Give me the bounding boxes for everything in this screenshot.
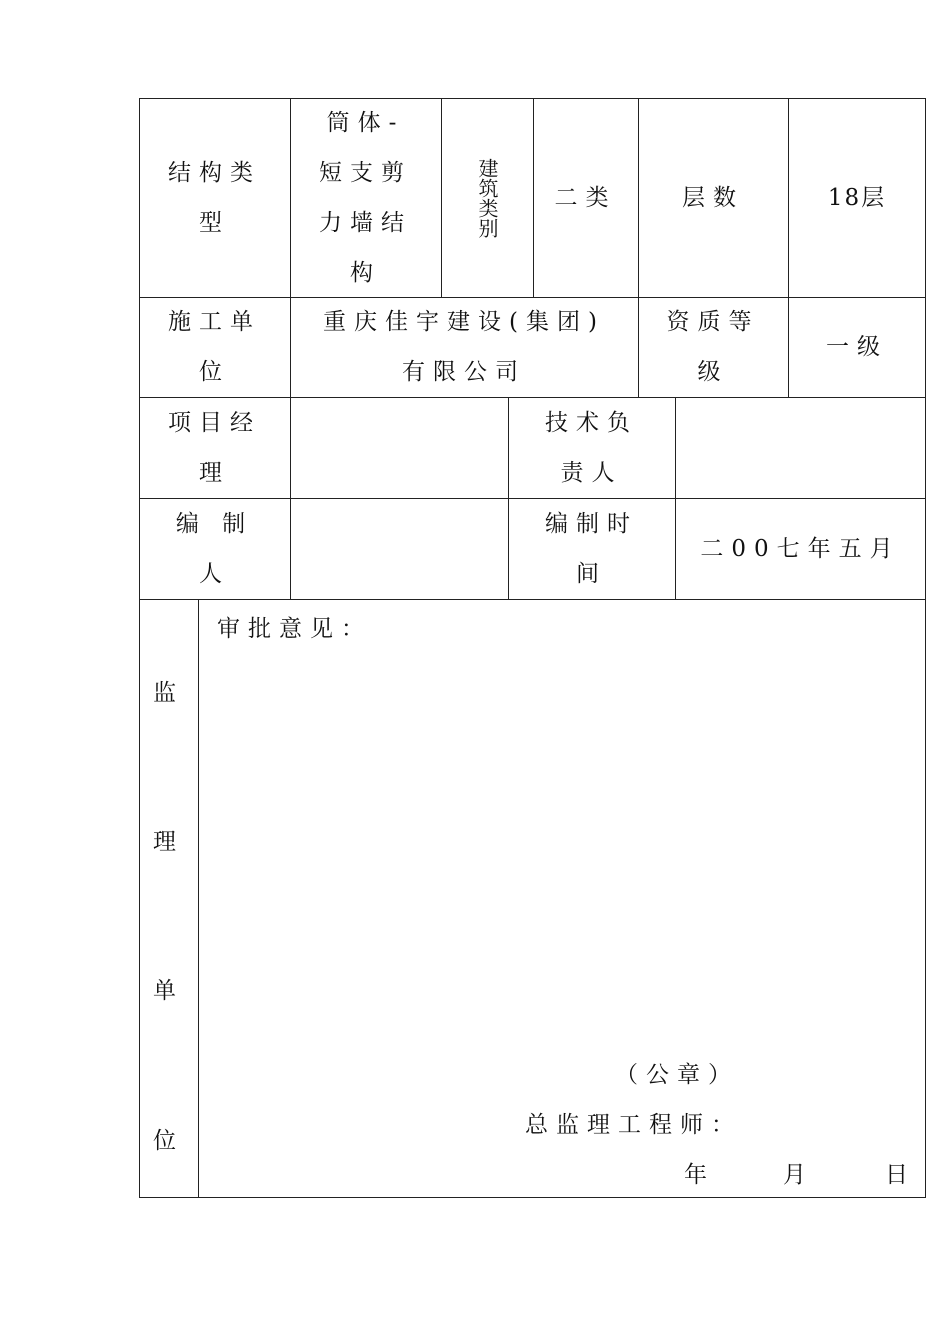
author-value [290,498,508,599]
structure-type-label: 结构类 型 [168,159,261,236]
row-divider [139,599,926,600]
side-char-dan: 单 [153,978,176,1004]
official-seal-label: （公章） [615,1062,739,1088]
technical-lead-value [675,397,926,498]
project-manager-value [290,397,508,498]
author-label: 编 制 人 [175,510,254,587]
side-char-li: 理 [153,829,176,855]
day-label: 日 [885,1162,916,1188]
side-char-wei: 位 [153,1128,176,1154]
year-label: 年 [684,1162,715,1188]
approval-opinion-label: 审批意见： [217,616,372,642]
column-divider [198,599,199,1198]
structure-type-value: 筒体- 短支剪 力墙结 构 [319,109,412,286]
building-category-label-cell [441,98,533,297]
chief-engineer-label: 总监理工程师： [525,1112,742,1138]
building-category-value: 二类 [554,184,617,211]
building-category-label: 建筑类别 [475,157,499,238]
side-char-jian: 监 [153,680,176,706]
project-manager-label: 项目经 理 [168,409,261,486]
floors-label: 层数 [682,184,744,211]
compile-date-label: 编制时 间 [545,510,638,587]
contractor-value: 重庆佳宇建设(集团) 有限公司 [323,309,605,385]
technical-lead-label: 技术负 责人 [545,409,638,486]
floors-value: 18层 [827,184,887,211]
month-label: 月 [783,1162,814,1188]
qualification-label: 资质等 级 [666,309,760,385]
contractor-label: 施工单 位 [168,309,261,385]
qualification-value: 一级 [826,334,888,360]
compile-date-value: 二00七年五月 [700,535,901,562]
